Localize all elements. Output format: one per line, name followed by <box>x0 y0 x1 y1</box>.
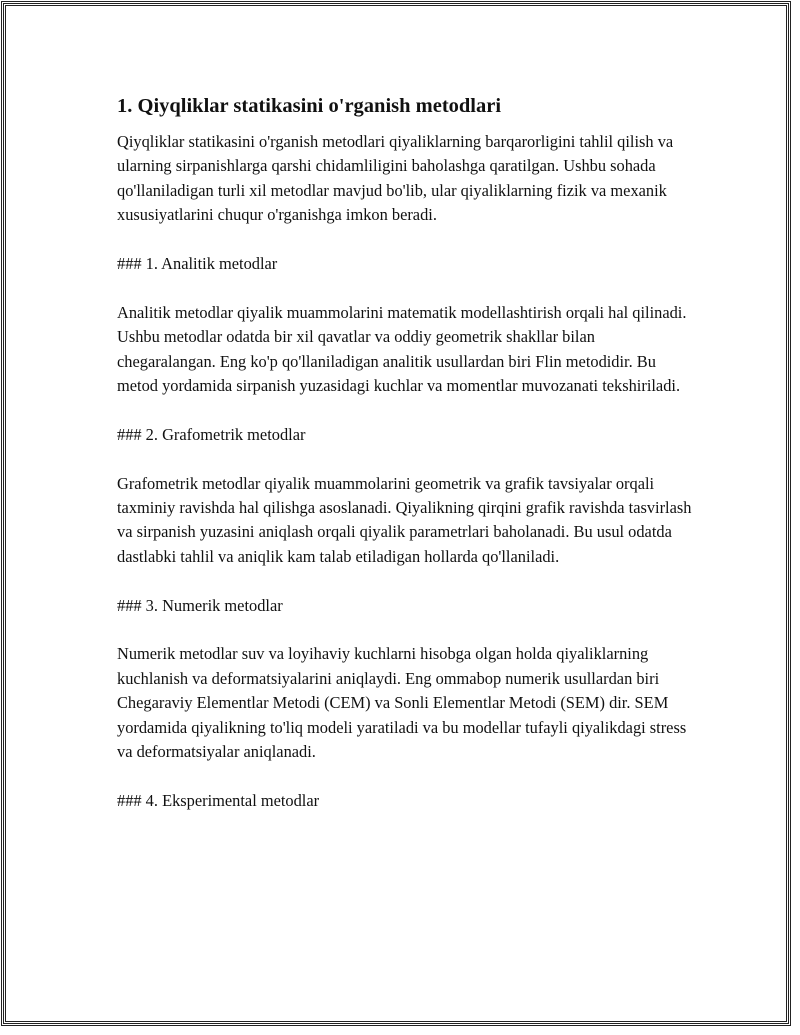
spacer <box>117 764 697 788</box>
section-paragraph: Numerik metodlar suv va loyihaviy kuchlarni hisobga olgan holda qiyaliklarning kuchlanish va deformatsiyalarini aniqlaydi. Eng ommabop numerik usullardan biri Chegaraviy Elementlar Metodi (CEM) va Sonli Elementlar Metodi (SEM) dir. SEM yordamida qiyalikning to'liq modeli yaratiladi va bu modellar tufayli qiyalikdagi stress va deformatsiyalar aniqlanadi. <box>117 644 687 762</box>
section-heading: ### 1. Analitik metodlar <box>117 254 278 274</box>
section-paragraph: Grafometrik metodlar qiyalik muammolarini geometrik va grafik tavsiyalar orqali taxminiy ravishda hal qilishga asoslanadi. Qiyalikning qirqini grafik ravishda tasvirlash va sirpanish yuzasini aniqlash orqali qiyalik parametrlari baholanadi. Bu usul odatda dastlabki tahlil va aniqlik kam talab etiladigan hollarda qo'llaniladi. <box>117 473 692 566</box>
section-paragraph: Analitik metodlar qiyalik muammolarini matematik modellashtirish orqali hal qilinadi. Ushbu metodlar odatda bir xil qavatlar va oddiy geometrik shakllar bilan chegaralangan. Eng ko'p qo'llaniladigan analitik usullardan biri Flin metodidir. Bu metod yordamida sirpanish yuzasidagi kuchlar va momentlar muvozanati tekshiriladi. <box>117 302 687 396</box>
spacer <box>117 398 697 422</box>
spacer <box>117 447 697 471</box>
section-heading: ### 3. Numerik metodlar <box>117 595 283 615</box>
spacer <box>117 228 697 252</box>
spacer <box>117 618 697 642</box>
intro-paragraph: Qiyqliklar statikasini o'rganish metodlari qiyaliklarning barqarorligini tahlil qilish va ularning sirpanishlarga qarshi chidamliligini baholashga qaratilgan. Ushbu sohada qo'llaniladigan turli xil metodlar mavjud bo'lib, ular qiyaliklarning fizik va mexanik xususiyatlarini chuqur o'rganishga imkon beradi. <box>117 132 674 225</box>
section-heading: ### 4. Eksperimental metodlar <box>117 790 320 810</box>
section-eksperimental <box>117 789 697 813</box>
document-title: 1. Qiyqliklar statikasini o'rganish metodlari <box>117 95 502 117</box>
section-analitik <box>117 252 697 423</box>
section-grafometrik <box>117 423 697 594</box>
document-body <box>117 94 697 813</box>
spacer <box>117 569 697 593</box>
section-numerik <box>117 594 697 789</box>
section-heading: ### 2. Grafometrik metodlar <box>117 424 306 444</box>
spacer <box>117 276 697 300</box>
